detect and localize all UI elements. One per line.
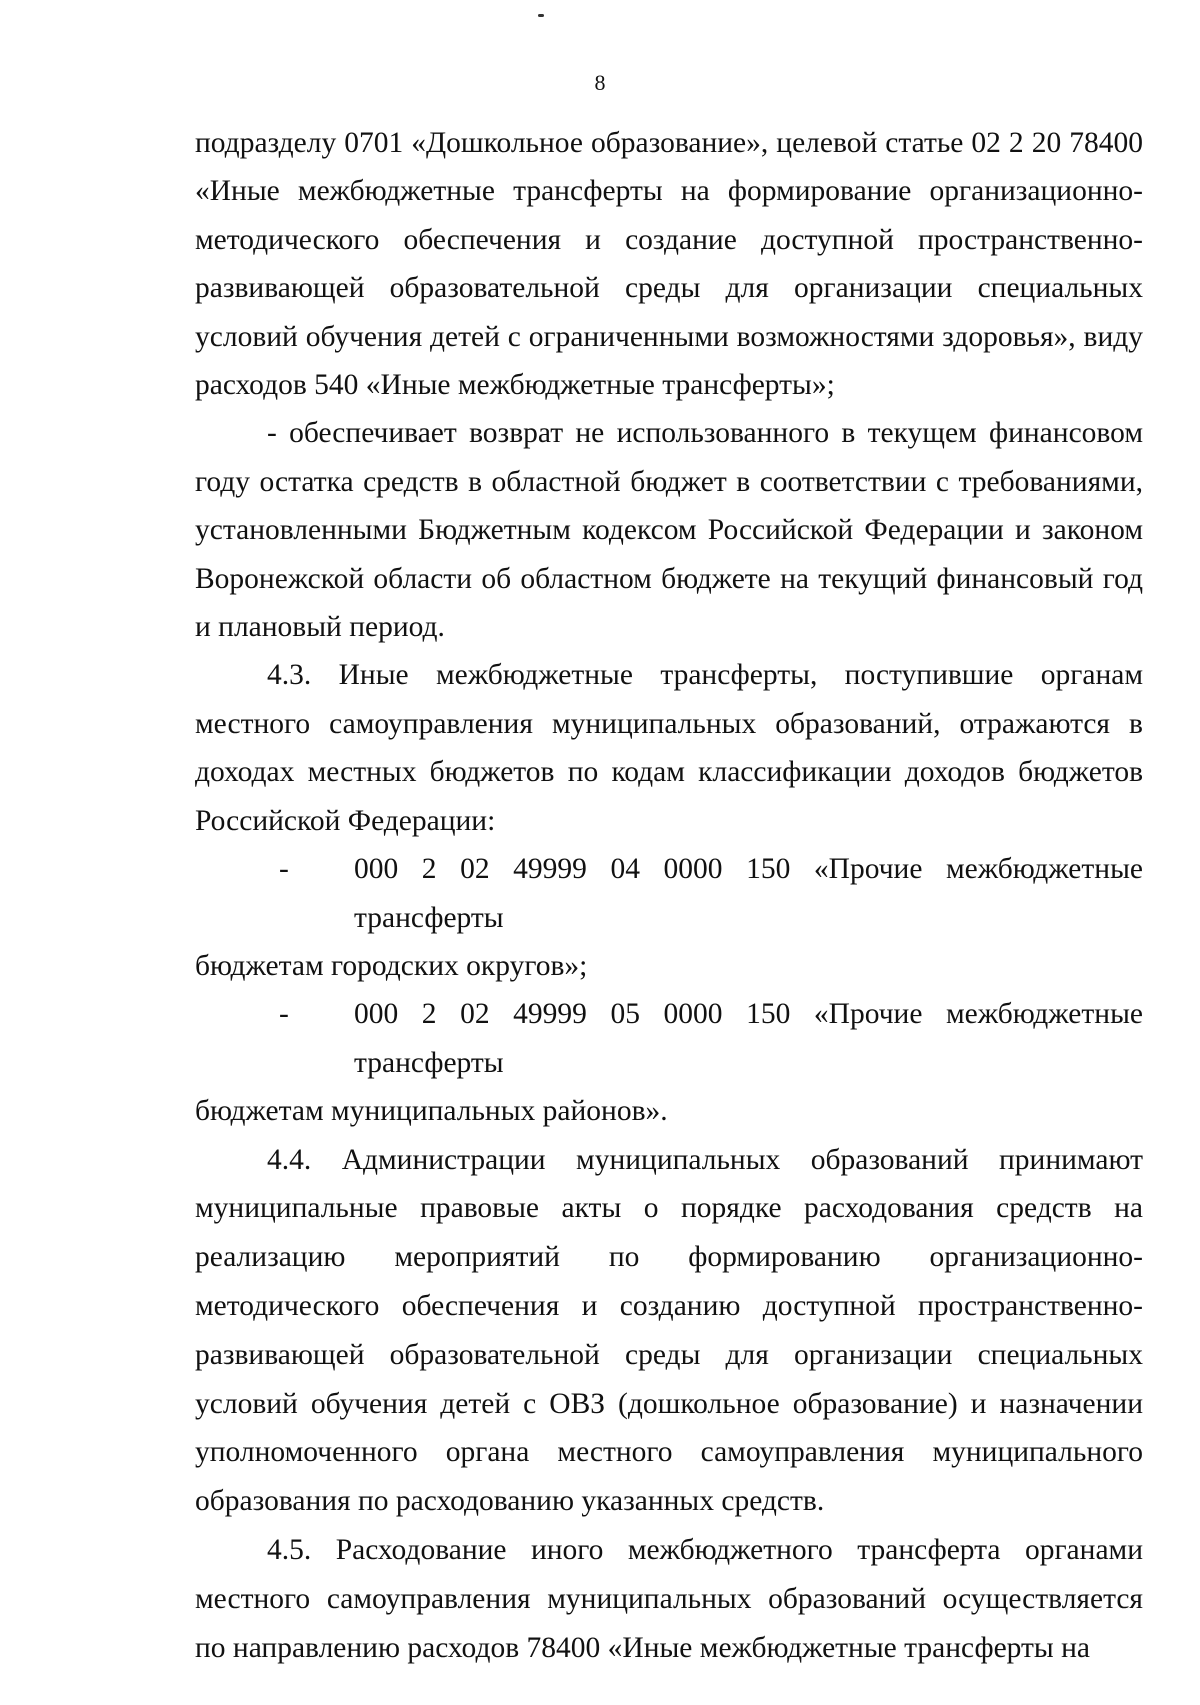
page-number: 8 [594, 70, 606, 95]
list-item-income-code-district [195, 990, 1143, 1135]
list-item-text-line1: 000 2 02 49999 04 0000 150 «Прочие межбюджетные трансферты [354, 853, 1143, 934]
list-dash: - [279, 853, 289, 886]
list-dash: - [279, 998, 289, 1031]
scan-artifact [538, 14, 544, 17]
paragraph-return-of-funds: - обеспечивает возврат не использованного в текущем финансовом году остатка средств в областной бюджет в соответствии с требованиями, установленными Бюджетным кодексом Российской Федерации и законом Воронежской области об областном бюджете на текущий финансовый год и плановый период. [195, 417, 1143, 644]
list-item-income-code-city [195, 845, 1143, 990]
paragraph-4-5: 4.5. Расходование иного межбюджетного трансферта органами местного самоуправления муниципальных образований осуществляется по направлению расходов 78400 «Иные межбюджетные трансферты на [195, 1533, 1143, 1664]
paragraph-4-4: 4.4. Администрации муниципальных образований принимают муниципальные правовые акты о порядке расходования средств на реализацию мероприятий по формированию организационно-методического обеспечения и созданию доступной пространственно-развивающей образовательной среды для организации специальных условий обучения детей с ОВЗ (дошкольное образование) и назначении уполномоченного органа местного самоуправления муниципального образования по расходованию указанных средств. [195, 1143, 1143, 1518]
list-item-text-line1: 000 2 02 49999 05 0000 150 «Прочие межбюджетные трансферты [354, 998, 1143, 1079]
paragraph-4-3: 4.3. Иные межбюджетные трансферты, поступившие органам местного самоуправления муниципальных образований, отражаются в доходах местных бюджетов по кодам классификации доходов бюджетов Российской Федерации: [195, 659, 1143, 837]
list-item-text-line2: бюджетам городских округов»; [195, 949, 588, 982]
document-body [195, 119, 1143, 1672]
list-item-text-line2: бюджетам муниципальных районов». [195, 1095, 668, 1128]
paragraph-budget-subsection: подразделу 0701 «Дошкольное образование», целевой статье 02 2 20 78400 «Иные межбюджетные трансферты на формирование организационно-методического обеспечения и создание доступной пространственно-развивающей образовательной среды для организации специальных условий обучения детей с ограниченными возможностями здоровья», виду расходов 540 «Иные межбюджетные трансферты»; [195, 127, 1143, 402]
